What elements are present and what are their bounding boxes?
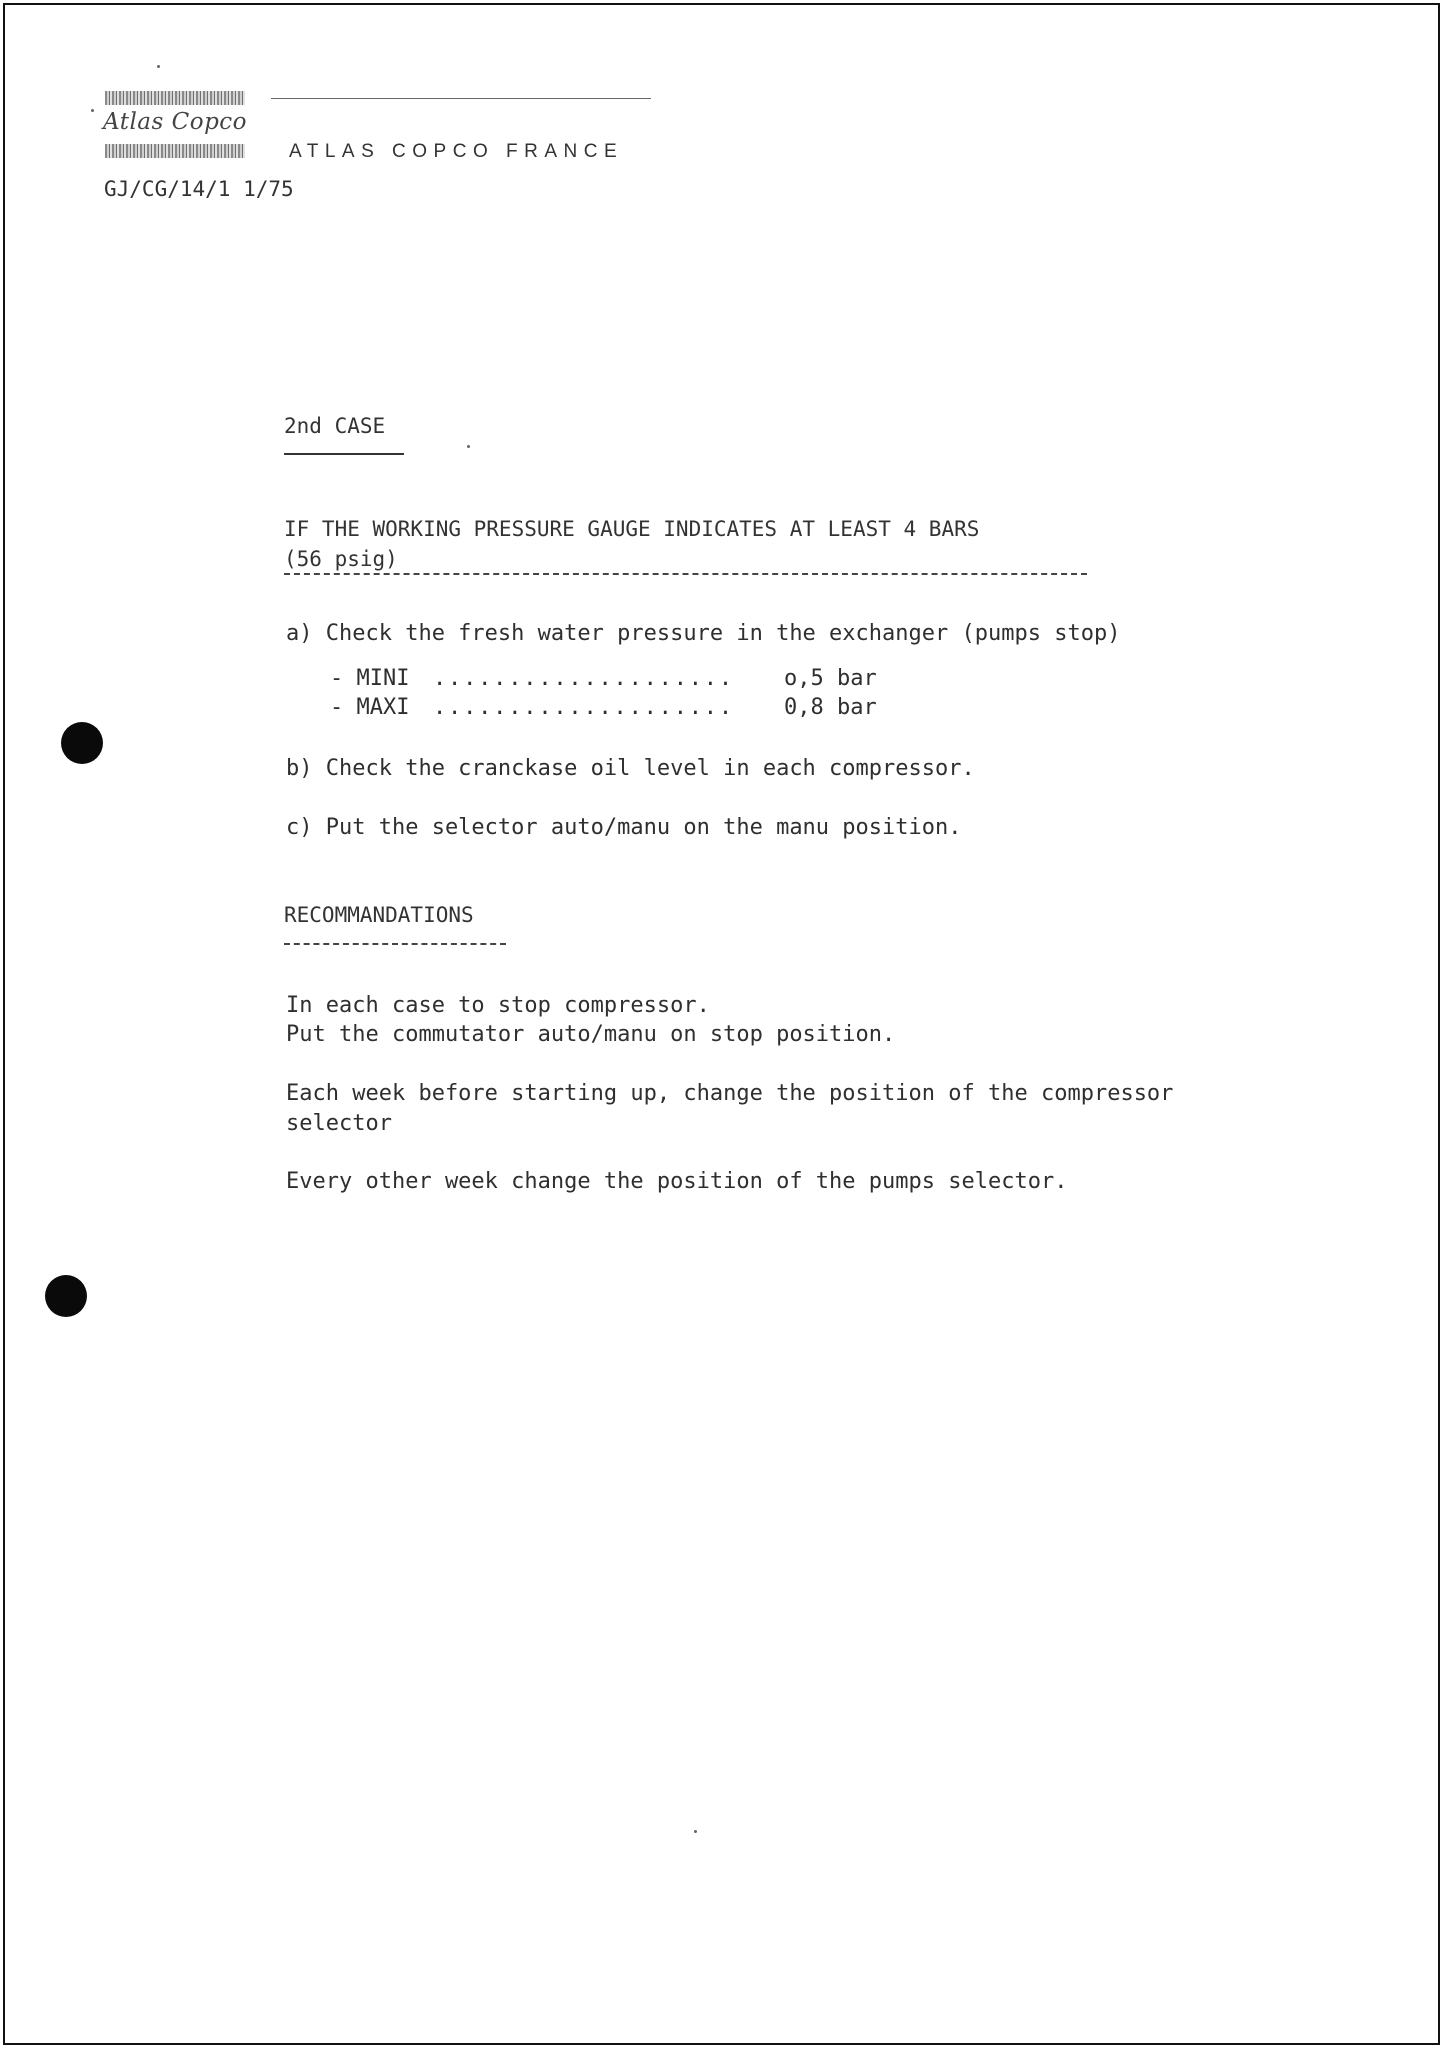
logo-bar-top — [105, 91, 245, 105]
condition-line-2: (56 psig) — [284, 547, 398, 571]
scan-speck — [157, 65, 160, 68]
pressure-value-mini: o,5 bar — [784, 666, 877, 691]
scan-speck — [467, 445, 470, 448]
condition-dashed-underline — [284, 573, 1087, 575]
recommendations-title: RECOMMANDATIONS — [284, 903, 474, 927]
document-reference: GJ/CG/14/1 1/75 — [104, 177, 294, 201]
header-rule — [271, 98, 651, 99]
document-page — [3, 3, 1440, 2045]
pressure-leader-dots-maxi: .................... — [433, 695, 734, 720]
check-item-c: c) Put the selector auto/manu on the manu position. — [286, 815, 962, 840]
scan-speck — [91, 109, 94, 112]
company-name: ATLAS COPCO FRANCE — [289, 141, 624, 162]
punch-hole-upper — [61, 722, 103, 764]
pressure-label-mini: - MINI — [330, 666, 410, 691]
check-item-b: b) Check the cranckase oil level in each compressor. — [286, 756, 975, 781]
punch-hole-lower — [45, 1275, 87, 1317]
recommendation-line-3: Each week before starting up, change the position of the compressor — [286, 1081, 1174, 1106]
recommendation-line-1: In each case to stop compressor. — [286, 993, 710, 1018]
case-title: 2nd CASE — [284, 414, 386, 438]
pressure-label-maxi: - MAXI — [330, 695, 410, 720]
pressure-leader-dots-mini: .................... — [433, 666, 734, 691]
condition-line-1: IF THE WORKING PRESSURE GAUGE INDICATES AT LEAST 4 BARS — [284, 517, 980, 541]
case-title-underline — [284, 453, 404, 455]
recommendation-line-5: Every other week change the position of the pumps selector. — [286, 1169, 1068, 1194]
atlas-copco-logo: Atlas Copco — [103, 109, 248, 135]
recommendation-line-2: Put the commutator auto/manu on stop position. — [286, 1022, 896, 1047]
check-item-a: a) Check the fresh water pressure in the exchanger (pumps stop) — [286, 621, 1121, 646]
scan-speck — [694, 1830, 697, 1833]
logo-bar-bottom — [105, 144, 245, 158]
recommendation-line-4: selector — [286, 1111, 392, 1136]
recommendations-dashed-underline — [284, 943, 506, 945]
pressure-value-maxi: 0,8 bar — [784, 695, 877, 720]
